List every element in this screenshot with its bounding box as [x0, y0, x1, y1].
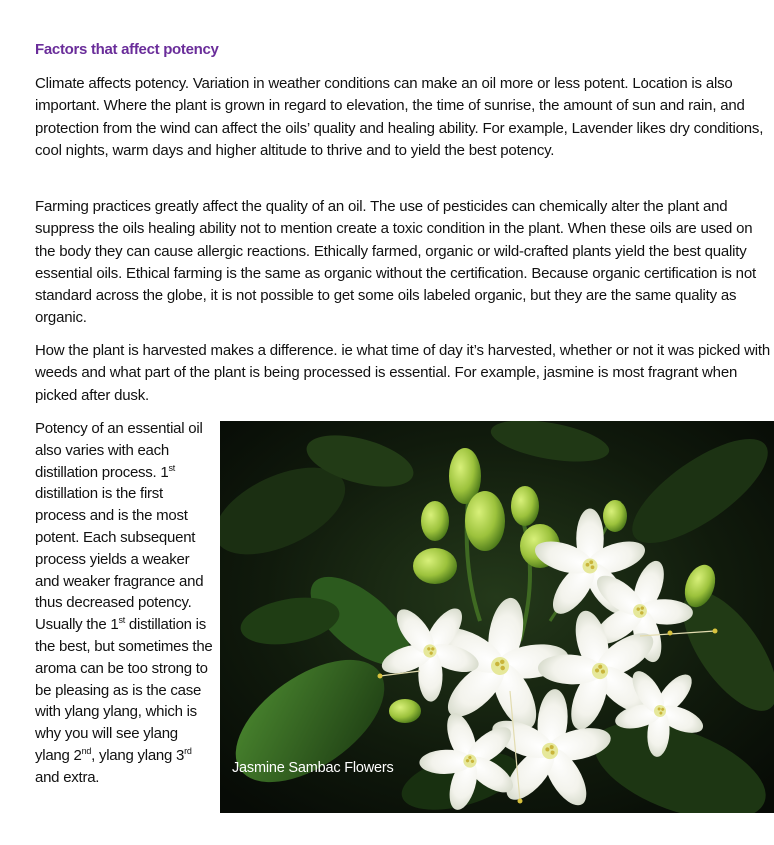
distillation-text-3: distillation is the best, but sometimes the aroma can be too strong to be pleasing as is the case with ylang ylang, which is why you will see ylang ylang 2 [35, 616, 213, 764]
ordinal-suffix: st [168, 462, 175, 473]
distillation-text-5: and extra. [35, 768, 100, 786]
photo-caption: Jasmine Sambac Flowers [232, 760, 394, 776]
jasmine-illustration [220, 421, 774, 813]
ordinal-suffix: st [118, 615, 125, 626]
paragraph-farming: Farming practices greatly affect the quality of an oil. The use of pesticides can chemically alter the plant and suppress the oils healing ability not to mention create a toxic condition in the plant. When these oils are used on the body they can cause allergic reactions. Ethically farmed, organic or wild-crafted plants yield the best quality essential oils. Ethical farming is the same as organic without the certification. Because organic certification is not standard across the globe, it is not possible to get some oils labeled organic, but they are the same quality as organic. [35, 198, 756, 327]
paragraph-climate: Climate affects potency. Variation in weather conditions can make an oil more or less potent. Location is also important. Where the plant is grown in regard to elevation, the time of sunrise, the amount of sun and rain, and protection from the wind can affect the oils’ quality and healing ability. For example, Lavender likes dry conditions, cool nights, warm days and higher altitude to thrive and to yield the best potency. [35, 75, 764, 159]
ordinal-suffix: nd [81, 745, 92, 756]
distillation-text-1: Potency of an essential oil also varies with each distillation process. 1 [35, 420, 203, 481]
paragraph-harvest: How the plant is harvested makes a difference. ie what time of day it’s harvested, whether or not it was picked with weeds and what part of the plant is being processed is essential. For example, jasmine is most fragrant when picked after dusk. [35, 342, 770, 404]
distillation-text-2: distillation is the first process and is the most potent. Each subsequent process yields a weaker and weaker fragrance and thus decreased potency. Usually the 1 [35, 485, 204, 634]
distillation-text-4: , ylang ylang 3 [91, 746, 185, 764]
jasmine-photo [220, 421, 774, 813]
ordinal-suffix: rd [184, 745, 192, 756]
paragraph-distillation [35, 418, 215, 789]
section-heading: Factors that affect potency [35, 41, 219, 58]
